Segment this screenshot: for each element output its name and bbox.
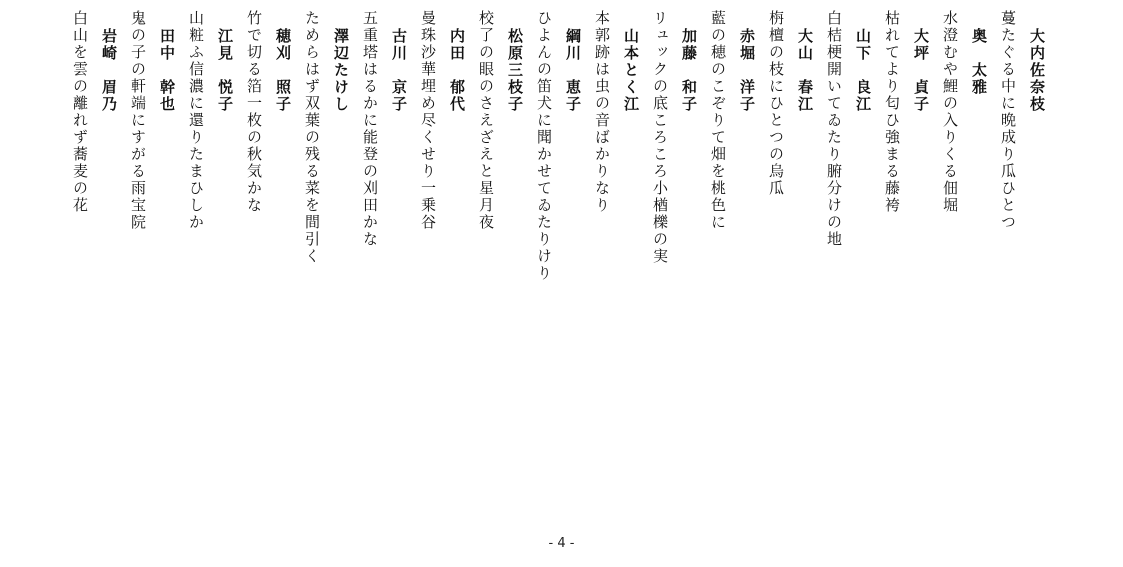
haiku-poem: ためらはず双葉の残る菜を間引く bbox=[303, 10, 321, 265]
haiku-entry bbox=[587, 10, 645, 500]
haiku-author: 田中 幹也 bbox=[158, 28, 176, 113]
haiku-author: 江見 悦子 bbox=[216, 28, 234, 113]
haiku-poem: 藍の穂のこぞりて畑を桃色に bbox=[709, 10, 727, 231]
haiku-entry bbox=[993, 10, 1051, 500]
haiku-poem: 水澄むや鯉の入りくる佃堀 bbox=[941, 10, 959, 214]
haiku-column-area bbox=[65, 10, 1051, 500]
haiku-author: 山下 良江 bbox=[854, 28, 872, 113]
haiku-poem: ひよんの笛犬に聞かせてゐたりけり bbox=[535, 10, 553, 282]
haiku-author: 穂刈 照子 bbox=[274, 28, 292, 113]
haiku-poem: 白桔梗開いてゐたり腑分けの地 bbox=[825, 10, 843, 248]
haiku-author: 綱川 恵子 bbox=[564, 28, 582, 113]
haiku-entry bbox=[703, 10, 761, 500]
haiku-author: 大山 春江 bbox=[796, 28, 814, 113]
haiku-poem: 鬼の子の軒端にすがる雨宝院 bbox=[129, 10, 147, 231]
haiku-author: 岩崎 眉乃 bbox=[100, 28, 118, 113]
page-number: - 4 - bbox=[548, 536, 575, 551]
haiku-author: 山本とく江 bbox=[622, 28, 640, 113]
haiku-entry bbox=[239, 10, 297, 500]
haiku-poem: 山粧ふ信濃に還りたまひしか bbox=[187, 10, 205, 231]
haiku-entry bbox=[355, 10, 413, 500]
haiku-entry bbox=[935, 10, 993, 500]
haiku-entry bbox=[819, 10, 877, 500]
haiku-entry bbox=[877, 10, 935, 500]
haiku-poem: 本郭跡は虫の音ばかりなり bbox=[593, 10, 611, 214]
haiku-poem: 五重塔はるかに能登の刈田かな bbox=[361, 10, 379, 248]
haiku-author: 赤堀 洋子 bbox=[738, 28, 756, 113]
haiku-author: 内田 郁代 bbox=[448, 28, 466, 113]
haiku-entry bbox=[123, 10, 181, 500]
haiku-poem: 校了の眼のさえざえと星月夜 bbox=[477, 10, 495, 231]
haiku-poem: 曼珠沙華埋め尽くせり一乗谷 bbox=[419, 10, 437, 231]
haiku-poem: 竹で切る箔一枚の秋気かな bbox=[245, 10, 263, 214]
haiku-entry bbox=[529, 10, 587, 500]
haiku-poem: 栴檀の枝にひとつの烏瓜 bbox=[767, 10, 785, 197]
haiku-author: 松原三枝子 bbox=[506, 28, 524, 113]
haiku-entry bbox=[471, 10, 529, 500]
haiku-entry bbox=[181, 10, 239, 500]
haiku-author: 澤辺たけし bbox=[332, 28, 350, 113]
haiku-entry bbox=[761, 10, 819, 500]
haiku-author: 加藤 和子 bbox=[680, 28, 698, 113]
haiku-author: 大内佐奈枝 bbox=[1028, 28, 1046, 113]
haiku-author: 奥 太雅 bbox=[970, 28, 988, 96]
haiku-author: 大坪 貞子 bbox=[912, 28, 930, 113]
haiku-poem: 白山を雲の離れず蕎麦の花 bbox=[71, 10, 89, 214]
haiku-entry bbox=[65, 10, 123, 500]
haiku-author: 古川 京子 bbox=[390, 28, 408, 113]
haiku-poem: リュックの底ころころ小楢櫟の実 bbox=[651, 10, 669, 265]
haiku-poem: 蔓たぐる中に晩成り瓜ひとつ bbox=[999, 10, 1017, 231]
haiku-entry bbox=[413, 10, 471, 500]
haiku-poem: 枯れてより匂ひ強まる藤袴 bbox=[883, 10, 901, 214]
haiku-entry bbox=[645, 10, 703, 500]
haiku-entry bbox=[297, 10, 355, 500]
